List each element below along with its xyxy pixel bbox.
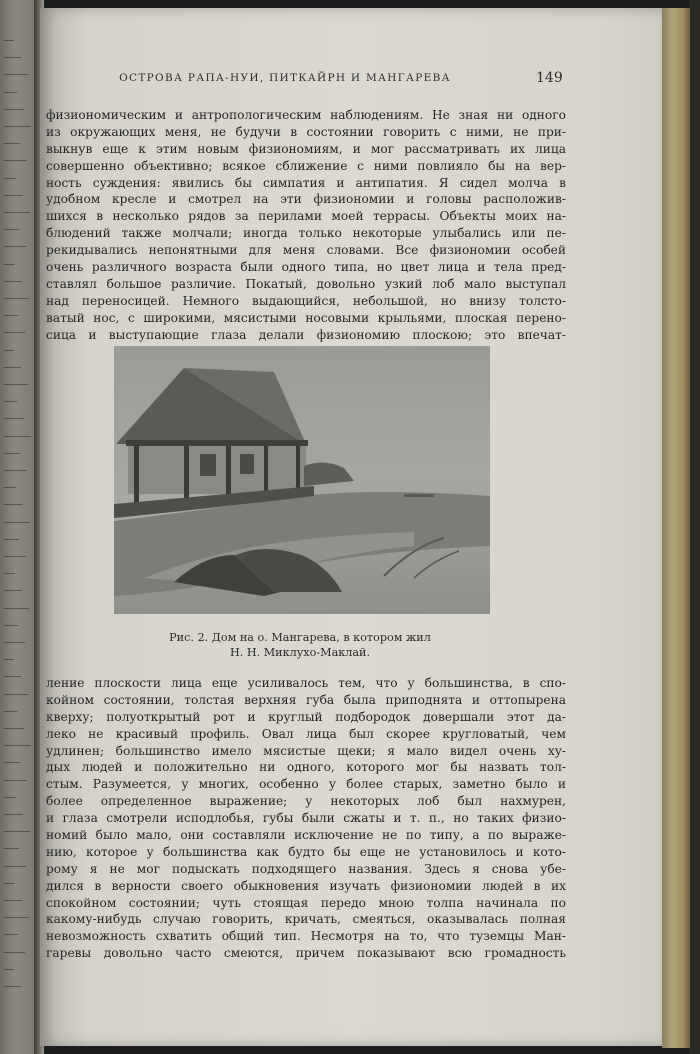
text-line: какому-нибудь случаю говорить, кричать, смеяться, оказывалась полная (46, 912, 566, 927)
text-line: удобном кресле и смотрел на эти физиономии и головы расположив- (46, 192, 566, 207)
text-line: леко не красивый профиль. Овал лица был скорее кругловатый, чем (46, 726, 566, 741)
house-illustration (114, 346, 490, 614)
text-line: и глаза смотрели исподлобья, губы были сжаты и т. п., но таких физио- (46, 811, 566, 826)
text-line: невозможность схватить общий тип. Несмотря на то, что туземцы Ман- (46, 929, 566, 944)
left-page-text-fragment (4, 608, 29, 609)
text-line: дых людей и положительно ни одного, которого мог бы назвать тол- (46, 760, 566, 775)
left-page-text-fragment (4, 831, 30, 832)
left-page-text-fragment (4, 367, 21, 368)
page-number: 149 (536, 70, 563, 86)
left-page-text-fragment (4, 57, 21, 58)
left-page-text-fragment (4, 487, 16, 488)
text-line: совершенно объективно; всякое сближение с ними повлияло бы на вер- (46, 158, 566, 173)
left-page-text-fragment (4, 401, 17, 402)
left-page-text-fragment (4, 384, 28, 385)
text-line: над переносицей. Немного выдающийся, небольшой, но внизу толсто- (46, 293, 566, 308)
left-page-text-fragment (4, 762, 20, 763)
spine-shadow (690, 0, 700, 1054)
left-page-text-fragment (4, 642, 25, 643)
book-spine (662, 8, 690, 1048)
left-page-text-fragment (4, 298, 29, 299)
left-page-text-fragment (4, 573, 15, 574)
left-page-text-fragment (4, 883, 15, 884)
running-head: ОСТРОВА РАПА-НУИ, ПИТКАЙРН И МАНГАРЕВА (119, 72, 451, 84)
left-page-text-fragment (4, 281, 22, 282)
text-line: гаревы довольно часто смеются, причем показывают всю громадность (46, 946, 566, 961)
left-page-text-fragment (4, 848, 19, 849)
left-page-text-fragment (4, 264, 15, 265)
left-page-text-fragment (4, 952, 25, 953)
text-line: дился в верности своего обыкновения изучать физиономии людей в их (46, 878, 566, 893)
left-page-text-fragment (4, 195, 23, 196)
text-line: спокойном состоянии; чуть стоящая передо мною толпа начинала по (46, 895, 566, 910)
left-page-text-fragment (4, 436, 31, 437)
left-page-text-fragment (4, 676, 21, 677)
text-line: нию, которое у большинства как будто бы еще не установилось и кото- (46, 844, 566, 859)
left-page-text-fragment (4, 745, 31, 746)
left-page-text-fragment (4, 659, 14, 660)
left-page-text-fragment (4, 109, 24, 110)
left-page-text-fragment (4, 332, 25, 333)
left-page-text-fragment (4, 40, 14, 41)
left-page-text-fragment (4, 556, 26, 557)
left-page-text-fragment (4, 711, 17, 712)
left-page-text-fragment (4, 539, 19, 540)
text-line: очень различного возраста были одного типа, но цвет лица и тела пред- (46, 260, 566, 275)
text-line: удлинен; большинство имело мясистые щеки; я мало видел очень ху- (46, 743, 566, 758)
text-line: ление плоскости лица еще усиливалось тем, что у большинства, в спо- (46, 676, 566, 690)
left-page-text-fragment (4, 728, 24, 729)
left-page-text-fragment (4, 522, 30, 523)
left-page-text-fragment (4, 92, 17, 93)
left-page-text-fragment (4, 866, 26, 867)
text-line: рому я не мог подыскать подходящего названия. Здесь я снова убе- (46, 861, 566, 876)
text-line: рекидывались непонятными для меня словами. Все физиономии особей (46, 243, 566, 258)
left-page-text-fragment (4, 900, 22, 901)
left-page-text-fragment (4, 178, 16, 179)
text-line: шихся в несколько рядов за перилами моей террасы. Объекты моих на- (46, 209, 566, 224)
left-page-text-fragment (4, 126, 31, 127)
left-page-text-fragment (4, 246, 26, 247)
left-page-text-fragment (4, 143, 20, 144)
left-page-text-fragment (4, 74, 28, 75)
text-line: блюдений также молчали; иногда только некоторые улыбались или пе- (46, 226, 566, 241)
left-page-text-fragment (4, 917, 29, 918)
text-line: койном состоянии, толстая верхняя губа была приподнята и оттопырена (46, 692, 566, 707)
text-line: более определенное выражение; у некоторых лоб был нахмурен, (46, 794, 566, 809)
text-line: из окружающих меня, не будучи в состоянии говорить с ними, не при- (46, 124, 566, 139)
left-page-text-fragment (4, 814, 23, 815)
left-page-text-fragment (4, 453, 20, 454)
left-page-text-fragment (4, 625, 18, 626)
left-page-text-fragment (4, 694, 28, 695)
text-line: ставлял большое различие. Покатый, довольно узкий лоб мало выступал (46, 276, 566, 291)
text-line: выкнув еще к этим новым физиономиям, и мог рассматривать их лица (46, 141, 566, 156)
left-page-text-fragment (4, 315, 18, 316)
left-page-text-fragment (4, 797, 16, 798)
text-line: номий было мало, они составляли исключение не по типу, а по выраже- (46, 828, 566, 843)
left-page-text-fragment (4, 229, 19, 230)
caption-line-1: Рис. 2. Дом на о. Мангарева, в котором жил (169, 631, 431, 644)
text-line: физиономическим и антропологическим наблюдениям. Не зная ни одного (46, 108, 566, 122)
left-page-text-fragment (4, 160, 27, 161)
body-text-top (46, 107, 566, 343)
caption-line-2: Н. Н. Миклухо-Маклай. (229, 646, 371, 659)
left-page-text-fragment (4, 470, 27, 471)
left-page-edge (0, 0, 38, 1054)
left-page-text-fragment (4, 986, 21, 987)
left-page-text-fragment (4, 350, 14, 351)
text-line: сица и выступающие глаза делали физиономию плоскою; это впечат- (46, 327, 566, 342)
left-page-text-fragment (4, 780, 27, 781)
left-page-text-fragment (4, 212, 30, 213)
left-page-text-fragment (4, 934, 18, 935)
figure-caption (100, 630, 500, 660)
text-line: стым. Разумеется, у многих, особенно у более старых, заметно было и (46, 777, 566, 792)
text-line: кверху; полуоткрытый рот и круглый подбородок довершали этот да- (46, 709, 566, 724)
body-text-bottom (46, 675, 566, 962)
text-line: ность суждения: явились бы симпатия и антипатия. Я сидел молча в (46, 175, 566, 190)
left-page-text-fragment (4, 969, 14, 970)
left-page-text-fragment (4, 504, 23, 505)
text-line: ватый нос, с широкими, мясистыми носовыми крыльями, плоская перено- (46, 310, 566, 325)
left-page-text-fragment (4, 590, 22, 591)
left-page-text-fragment (4, 418, 24, 419)
